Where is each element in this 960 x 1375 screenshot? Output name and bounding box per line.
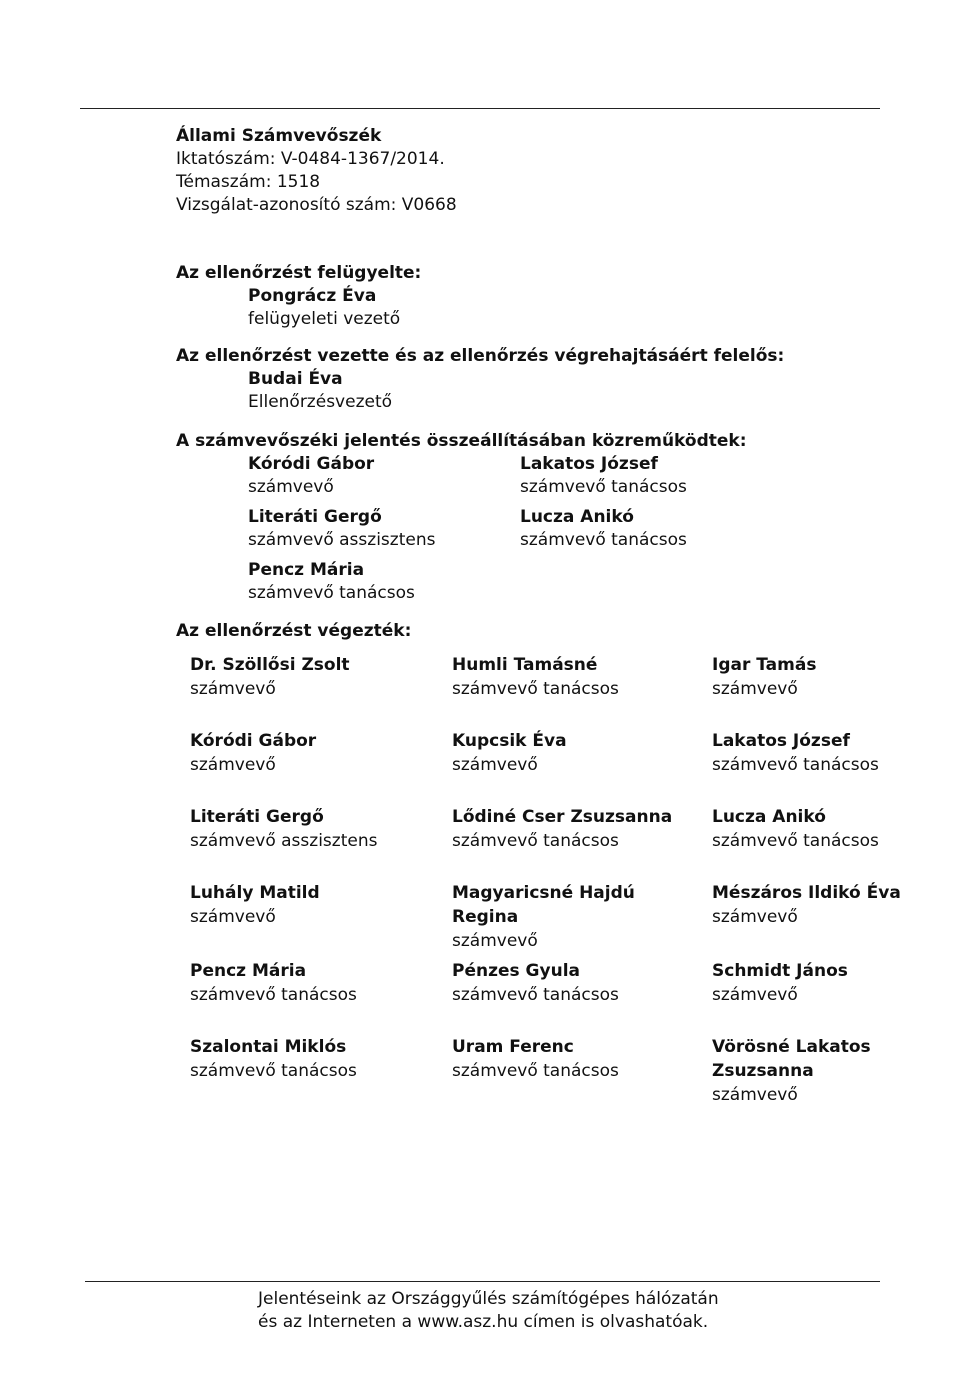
auditor-name: Vörösné Lakatos Zsuzsanna (712, 1037, 871, 1081)
auditor-row (190, 729, 930, 805)
contributor-4 (520, 506, 687, 552)
auditor-name: Mészáros Ildikó Éva (712, 883, 901, 903)
auditor-name: Dr. Szöllősi Zsolt (190, 655, 350, 675)
auditor-role: számvevő tanácsos (452, 985, 619, 1005)
auditor-entry (452, 959, 712, 1035)
contributor-role: számvevő asszisztens (248, 530, 436, 550)
auditor-role: számvevő tanácsos (452, 831, 619, 851)
footer-line-2: és az Interneten a www.asz.hu címen is olvashatóak. (258, 1312, 709, 1332)
supervisor-name: Pongrácz Éva (248, 286, 377, 306)
auditor-role: számvevő (712, 679, 798, 699)
auditor-entry (712, 729, 930, 805)
contributor-3 (248, 506, 435, 552)
auditor-role: számvevő asszisztens (190, 831, 378, 851)
contributor-name: Literáti Gergő (248, 507, 382, 527)
contributor-name: Lakatos József (520, 454, 658, 474)
auditor-role: számvevő (190, 679, 276, 699)
auditor-name: Lucza Anikó (712, 807, 826, 827)
auditor-entry (190, 805, 452, 881)
auditor-role: számvevő tanácsos (190, 1061, 357, 1081)
auditor-role: számvevő (190, 907, 276, 927)
topic-number: Témaszám: 1518 (176, 172, 321, 192)
auditor-name: Igar Tamás (712, 655, 817, 675)
auditor-role: számvevő (190, 755, 276, 775)
top-rule (80, 108, 880, 109)
auditor-entry (712, 653, 930, 729)
organization-name: Állami Számvevőszék (176, 126, 382, 146)
document-header (176, 125, 457, 217)
auditor-entry (712, 1035, 930, 1111)
audit-id: Vizsgálat-azonosító szám: V0668 (176, 195, 457, 215)
auditor-row (190, 1035, 930, 1111)
auditor-name: Szalontai Miklós (190, 1037, 347, 1057)
auditor-row (190, 881, 930, 959)
contributor-role: számvevő tanácsos (520, 530, 687, 550)
auditor-entry (190, 729, 452, 805)
auditors-grid (190, 653, 930, 1111)
auditor-role: számvevő tanácsos (452, 679, 619, 699)
auditor-entry (452, 729, 712, 805)
auditor-role: számvevő (712, 985, 798, 1005)
auditors-heading: Az ellenőrzést végezték: (176, 621, 412, 641)
supervised-section (176, 262, 421, 331)
auditor-entry (190, 959, 452, 1035)
contributor-role: számvevő tanácsos (248, 583, 415, 603)
contributor-name: Kóródi Gábor (248, 454, 375, 474)
contributor-role: számvevő tanácsos (520, 477, 687, 497)
leader-name: Budai Éva (248, 369, 343, 389)
contributor-5 (248, 559, 415, 605)
auditor-name: Magyaricsné Hajdú Regina (452, 883, 635, 927)
auditor-name: Literáti Gergő (190, 807, 324, 827)
contributors-heading: A számvevőszéki jelentés összeállításában közreműködtek: (176, 431, 747, 451)
led-section (176, 345, 784, 414)
contributor-name: Pencz Mária (248, 560, 365, 580)
auditor-row (190, 959, 930, 1035)
led-heading: Az ellenőrzést vezette és az ellenőrzés végrehajtásáért felelős: (176, 346, 785, 366)
registration-number: Iktatószám: V-0484-1367/2014. (176, 149, 445, 169)
auditor-name: Uram Ferenc (452, 1037, 574, 1057)
auditor-entry (452, 881, 712, 959)
auditor-row (190, 805, 930, 881)
auditor-role: számvevő tanácsos (712, 831, 879, 851)
auditor-role: számvevő (452, 931, 538, 951)
auditor-entry (190, 881, 452, 959)
auditor-name: Pencz Mária (190, 961, 307, 981)
auditor-name: Luhály Matild (190, 883, 320, 903)
auditor-role: számvevő (712, 907, 798, 927)
auditor-name: Kupcsik Éva (452, 731, 567, 751)
supervised-heading: Az ellenőrzést felügyelte: (176, 263, 422, 283)
auditor-role: számvevő (712, 1085, 798, 1105)
contributor-2 (520, 453, 687, 499)
footer-rule (85, 1281, 880, 1282)
auditor-role: számvevő tanácsos (452, 1061, 619, 1081)
auditor-name: Schmidt János (712, 961, 848, 981)
auditor-name: Humli Tamásné (452, 655, 598, 675)
contributor-name: Lucza Anikó (520, 507, 634, 527)
auditor-entry (712, 959, 930, 1035)
leader-role: Ellenőrzésvezető (248, 392, 393, 412)
auditor-entry (452, 805, 712, 881)
contributor-1 (248, 453, 374, 499)
auditor-role: számvevő tanácsos (712, 755, 879, 775)
auditor-role: számvevő tanácsos (190, 985, 357, 1005)
auditor-name: Pénzes Gyula (452, 961, 580, 981)
auditor-role: számvevő (452, 755, 538, 775)
auditor-name: Lakatos József (712, 731, 850, 751)
auditor-entry (190, 653, 452, 729)
auditor-entry (712, 881, 930, 959)
auditor-name: Lődiné Cser Zsuzsanna (452, 807, 673, 827)
auditor-entry (452, 653, 712, 729)
auditor-row (190, 653, 930, 729)
auditor-entry (712, 805, 930, 881)
contributor-role: számvevő (248, 477, 334, 497)
footer-line-1: Jelentéseink az Országgyűlés számítógépes hálózatán (258, 1289, 719, 1309)
auditor-name: Kóródi Gábor (190, 731, 317, 751)
supervisor-role: felügyeleti vezető (248, 309, 401, 329)
auditor-entry (452, 1035, 712, 1111)
footer-note (258, 1288, 719, 1334)
auditor-entry (190, 1035, 452, 1111)
